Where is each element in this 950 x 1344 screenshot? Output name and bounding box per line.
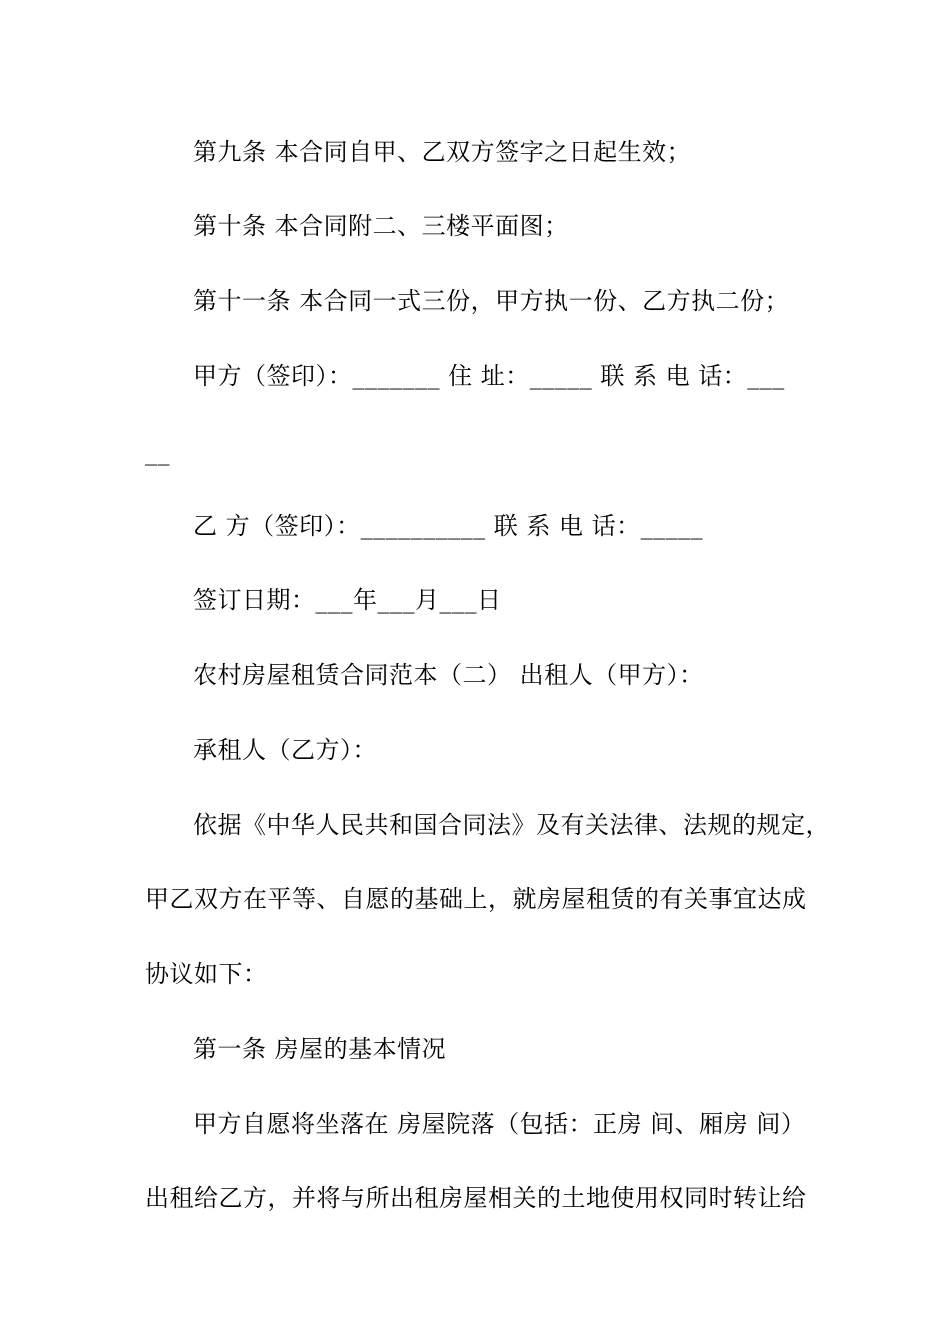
clause-1-line-1: 甲方自愿将坐落在 房屋院落（包括：正房 间、厢房 间） — [193, 1110, 806, 1138]
clause-1-line-2: 出租给乙方，并将与所出租房屋相关的土地使用权同时转让给 — [145, 1184, 807, 1212]
lessee-line: 承租人（乙方）： — [193, 736, 377, 764]
party-a-signature-line-continued: __ — [145, 438, 170, 466]
signing-date-line: 签订日期：___年___月___日 — [193, 586, 502, 614]
clause-1-heading: 第一条 房屋的基本情况 — [193, 1035, 447, 1063]
basis-paragraph-line-3: 协议如下： — [145, 960, 268, 988]
party-a-signature-line: 甲方（签印）：_______ 住 址：_____ 联 系 电 话：___ — [193, 362, 785, 390]
basis-paragraph-line-2: 甲乙双方在平等、自愿的基础上，就房屋租赁的有关事宜达成 — [145, 885, 807, 913]
basis-paragraph-line-1: 依据《中华人民共和国合同法》及有关法律、法规的规定， — [193, 811, 830, 839]
clause-11: 第十一条 本合同一式三份，甲方执一份、乙方执二份； — [193, 287, 790, 315]
party-b-signature-line: 乙 方（签印）：__________ 联 系 电 话：_____ — [193, 512, 704, 540]
clause-9: 第九条 本合同自甲、乙双方签字之日起生效； — [193, 138, 692, 166]
clause-10: 第十条 本合同附二、三楼平面图； — [193, 212, 569, 240]
contract-title-and-lessor: 农村房屋租赁合同范本（二） 出租人（甲方）： — [193, 661, 704, 689]
